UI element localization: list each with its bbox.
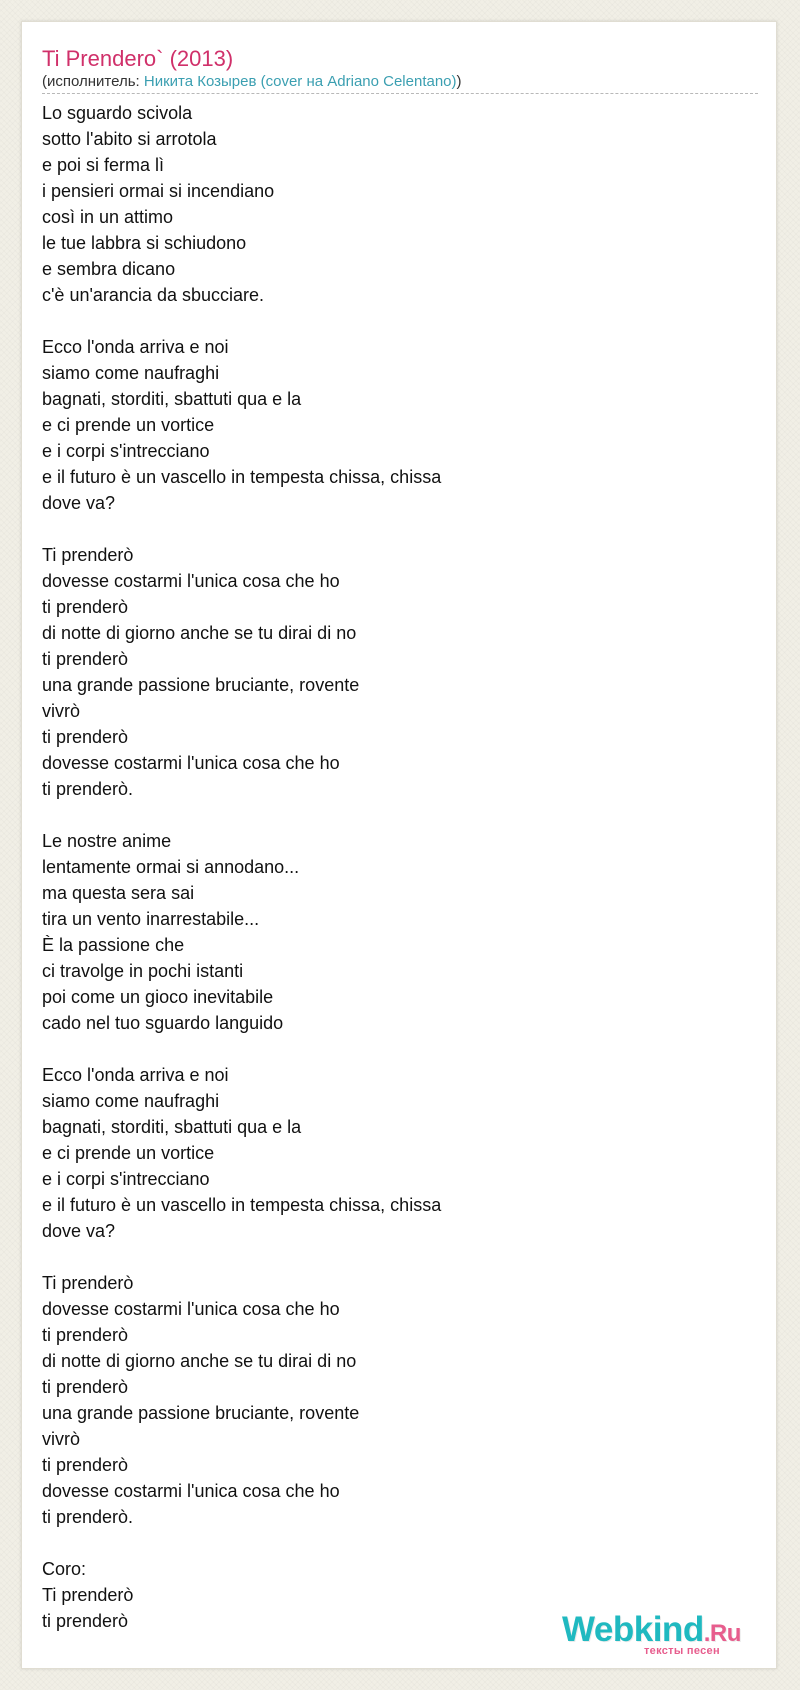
site-logo[interactable] xyxy=(562,1609,782,1659)
lyric-line: e i corpi s'intrecciano xyxy=(42,441,210,461)
lyric-line: Coro: xyxy=(42,1559,87,1579)
song-title: Ti Prendero` (2013) xyxy=(42,46,234,71)
lyric-line: ti prenderò xyxy=(42,597,129,617)
lyric-line: così in un attimo xyxy=(42,207,174,227)
lyric-line: dovesse costarmi l'unica cosa che ho xyxy=(42,1481,340,1501)
lyric-line: Ti prenderò xyxy=(42,1585,134,1605)
lyric-line: siamo come naufraghi xyxy=(42,363,220,383)
lyric-line: le tue labbra si schiudono xyxy=(42,233,247,253)
lyric-line: dovesse costarmi l'unica cosa che ho xyxy=(42,571,340,591)
lyric-line: tira un vento inarrestabile... xyxy=(42,909,260,929)
artist-link[interactable]: Никита Козырев (cover на Adriano Celentano) xyxy=(143,73,457,90)
song-meta xyxy=(42,72,758,94)
lyrics-body xyxy=(42,100,742,1634)
lyric-line: una grande passione bruciante, rovente xyxy=(42,1403,360,1423)
lyric-line: ti prenderò xyxy=(42,1325,129,1345)
lyric-line: È la passione che xyxy=(42,935,185,955)
lyric-line: ti prenderò. xyxy=(42,779,134,799)
meta-suffix: ) xyxy=(456,73,462,90)
lyric-line: dove va? xyxy=(42,1221,116,1241)
lyric-line: e sembra dicano xyxy=(42,259,176,279)
stanza-gap xyxy=(42,1530,742,1556)
lyric-line: ti prenderò xyxy=(42,727,129,747)
lyric-line: Ecco l'onda arriva e noi xyxy=(42,1065,229,1085)
lyric-line: poi come un gioco inevitabile xyxy=(42,987,274,1007)
lyric-line: dove va? xyxy=(42,493,116,513)
lyric-line: e i corpi s'intrecciano xyxy=(42,1169,210,1189)
lyric-line: vivrò xyxy=(42,701,81,721)
lyric-line: e il futuro è un vascello in tempesta chissa, chissa xyxy=(42,1195,442,1215)
lyric-line: ti prenderò xyxy=(42,1611,129,1631)
stanza-gap xyxy=(42,516,742,542)
lyric-line: Ecco l'onda arriva e noi xyxy=(42,337,229,357)
lyric-line: siamo come naufraghi xyxy=(42,1091,220,1111)
lyric-line: e il futuro è un vascello in tempesta chissa, chissa xyxy=(42,467,442,487)
lyric-line: e ci prende un vortice xyxy=(42,415,215,435)
lyric-line: ti prenderò xyxy=(42,649,129,669)
stanza-gap xyxy=(42,1036,742,1062)
stanza-gap xyxy=(42,308,742,334)
lyric-line: bagnati, storditi, sbattuti qua e la xyxy=(42,1117,302,1137)
lyric-line: ti prenderò xyxy=(42,1377,129,1397)
lyric-line: ci travolge in pochi istanti xyxy=(42,961,244,981)
lyric-line: lentamente ormai si annodano... xyxy=(42,857,300,877)
lyric-line: bagnati, storditi, sbattuti qua e la xyxy=(42,389,302,409)
logo-name: Webkind xyxy=(562,1610,704,1649)
lyric-line: dovesse costarmi l'unica cosa che ho xyxy=(42,1299,340,1319)
stanza-gap xyxy=(42,802,742,828)
lyric-line: sotto l'abito si arrotola xyxy=(42,129,217,149)
lyric-line: dovesse costarmi l'unica cosa che ho xyxy=(42,753,340,773)
lyric-line: Le nostre anime xyxy=(42,831,172,851)
lyric-line: c'è un'arancia da sbucciare. xyxy=(42,285,265,305)
stanza-gap xyxy=(42,1244,742,1270)
lyric-line: e ci prende un vortice xyxy=(42,1143,215,1163)
lyric-line: e poi si ferma lì xyxy=(42,155,165,175)
logo-tagline: тексты песен xyxy=(644,1645,720,1657)
lyric-line: di notte di giorno anche se tu dirai di no xyxy=(42,623,357,643)
lyric-line: una grande passione bruciante, rovente xyxy=(42,675,360,695)
lyric-line: ti prenderò xyxy=(42,1455,129,1475)
lyric-line: ma questa sera sai xyxy=(42,883,195,903)
lyric-line: Ti prenderò xyxy=(42,545,134,565)
lyric-line: ti prenderò. xyxy=(42,1507,134,1527)
lyric-line: Ti prenderò xyxy=(42,1273,134,1293)
logo-tld: .Ru xyxy=(703,1620,741,1647)
lyrics-card xyxy=(21,21,777,1669)
meta-prefix: (исполнитель: xyxy=(42,73,144,90)
lyric-line: Lo sguardo scivola xyxy=(42,103,193,123)
lyric-line: vivrò xyxy=(42,1429,81,1449)
lyric-line: i pensieri ormai si incendiano xyxy=(42,181,275,201)
lyric-line: cado nel tuo sguardo languido xyxy=(42,1013,284,1033)
lyric-line: di notte di giorno anche se tu dirai di no xyxy=(42,1351,357,1371)
